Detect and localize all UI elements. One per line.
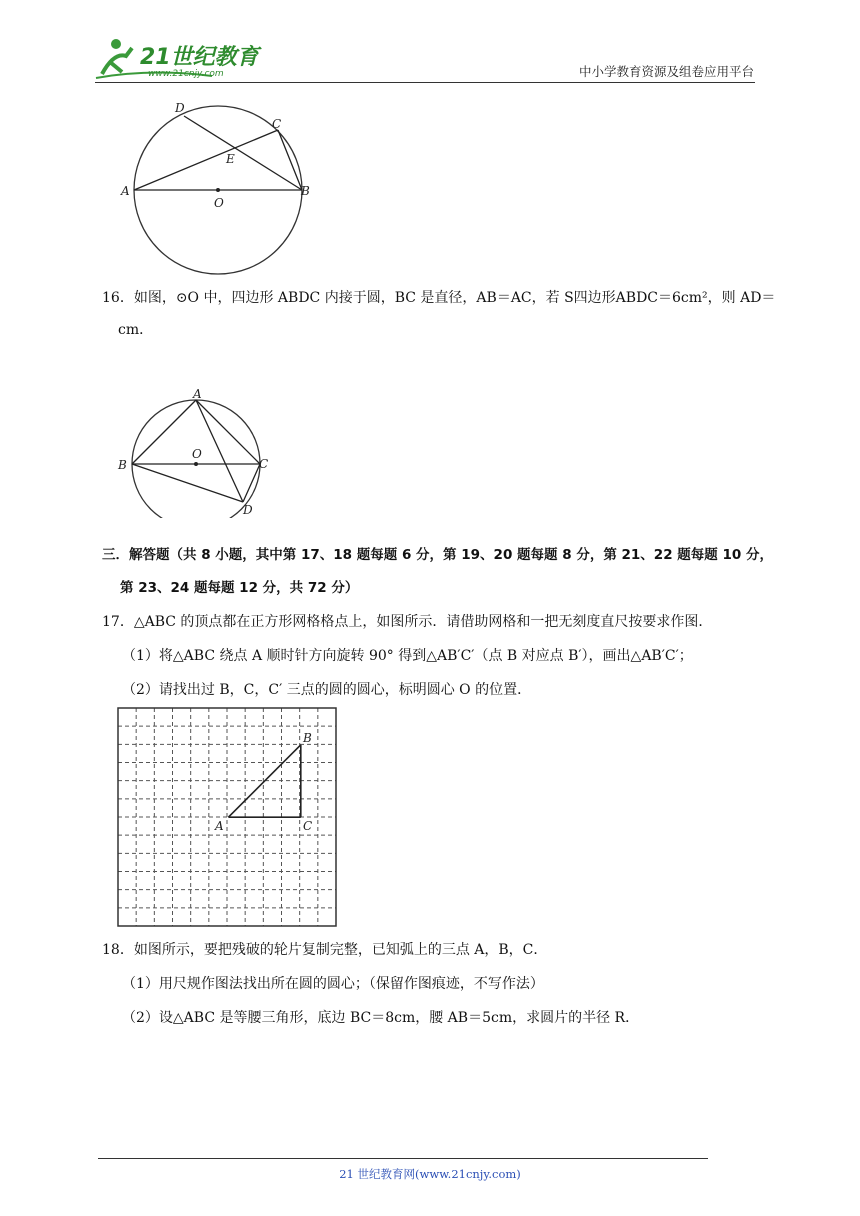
label-c: C bbox=[272, 117, 282, 131]
segment-ac bbox=[196, 400, 260, 464]
center-point bbox=[216, 188, 220, 192]
label-o: O bbox=[214, 196, 224, 210]
segment-ad bbox=[196, 400, 243, 502]
label-e: E bbox=[226, 152, 235, 166]
label-a: A bbox=[121, 184, 130, 198]
q18-part1: （1）用尺规作图法找出所在圆的圆心；（保留作图痕迹，不写作法） bbox=[122, 976, 544, 992]
site-tagline: 中小学教育资源及组卷应用平台 bbox=[578, 64, 754, 79]
label-c: C bbox=[303, 819, 313, 833]
header-divider bbox=[95, 82, 755, 83]
section-3-heading: 三．解答题（共 8 小题，其中第 17、18 题每题 6 分，第 19、20 题每题 8 分，第 21、22 题每题 10 分， bbox=[102, 547, 773, 563]
label-b: B bbox=[303, 731, 312, 745]
q17-stem: 17．△ABC 的顶点都在正方形网格格点上，如图所示．请借助网格和一把无刻度直尺按要求作图． bbox=[102, 614, 713, 630]
label-b: B bbox=[118, 458, 127, 472]
figure-circle-abcde bbox=[118, 94, 328, 276]
figure-grid-triangle bbox=[116, 706, 340, 928]
footer-site-link[interactable]: 21 世纪教育网(www.21cnjy.com) bbox=[339, 1167, 521, 1181]
footer-divider bbox=[98, 1158, 708, 1159]
q16-line1: 16．如图，⊙O 中，四边形 ABDC 内接于圆，BC 是直径，AB＝AC，若 S四边形ABDC＝6cm²，则 AD＝ bbox=[102, 290, 776, 306]
figure-quadrilateral-abdc bbox=[112, 384, 282, 518]
logo-text: 21世纪教育 bbox=[140, 45, 259, 70]
q17-part1: （1）将△ABC 绕点 A 顺时针方向旋转 90° 得到△AB′C′（点 B 对应点 B′），画出△AB′C′； bbox=[122, 648, 693, 664]
chord-ac bbox=[134, 130, 278, 190]
logo-graphic bbox=[92, 34, 262, 82]
section-3-heading-cont: 第 23、24 题每题 12 分，共 72 分） bbox=[120, 580, 359, 596]
label-d: D bbox=[243, 503, 253, 517]
label-o: O bbox=[192, 447, 202, 461]
segment-ab bbox=[132, 400, 196, 464]
chord-cb bbox=[278, 130, 302, 190]
label-a: A bbox=[215, 819, 224, 833]
chord-db bbox=[184, 116, 302, 190]
q17-part2: （2）请找出过 B，C，C′ 三点的圆的圆心，标明圆心 O 的位置． bbox=[122, 682, 532, 698]
label-a: A bbox=[193, 387, 202, 401]
q16-line2: cm． bbox=[118, 322, 154, 338]
label-c: C bbox=[259, 457, 269, 471]
logo-url: www.21cnjy.com bbox=[148, 69, 224, 79]
center-point bbox=[194, 462, 198, 466]
segment-bd bbox=[132, 464, 243, 502]
q18-part2: （2）设△ABC 是等腰三角形，底边 BC＝8cm，腰 AB＝5cm，求圆片的半径 R． bbox=[122, 1010, 640, 1026]
site-logo bbox=[92, 34, 262, 82]
label-b: B bbox=[301, 184, 310, 198]
q18-stem: 18．如图所示，要把残破的轮片复制完整，已知弧上的三点 A，B，C． bbox=[102, 942, 548, 958]
label-d: D bbox=[175, 101, 185, 115]
